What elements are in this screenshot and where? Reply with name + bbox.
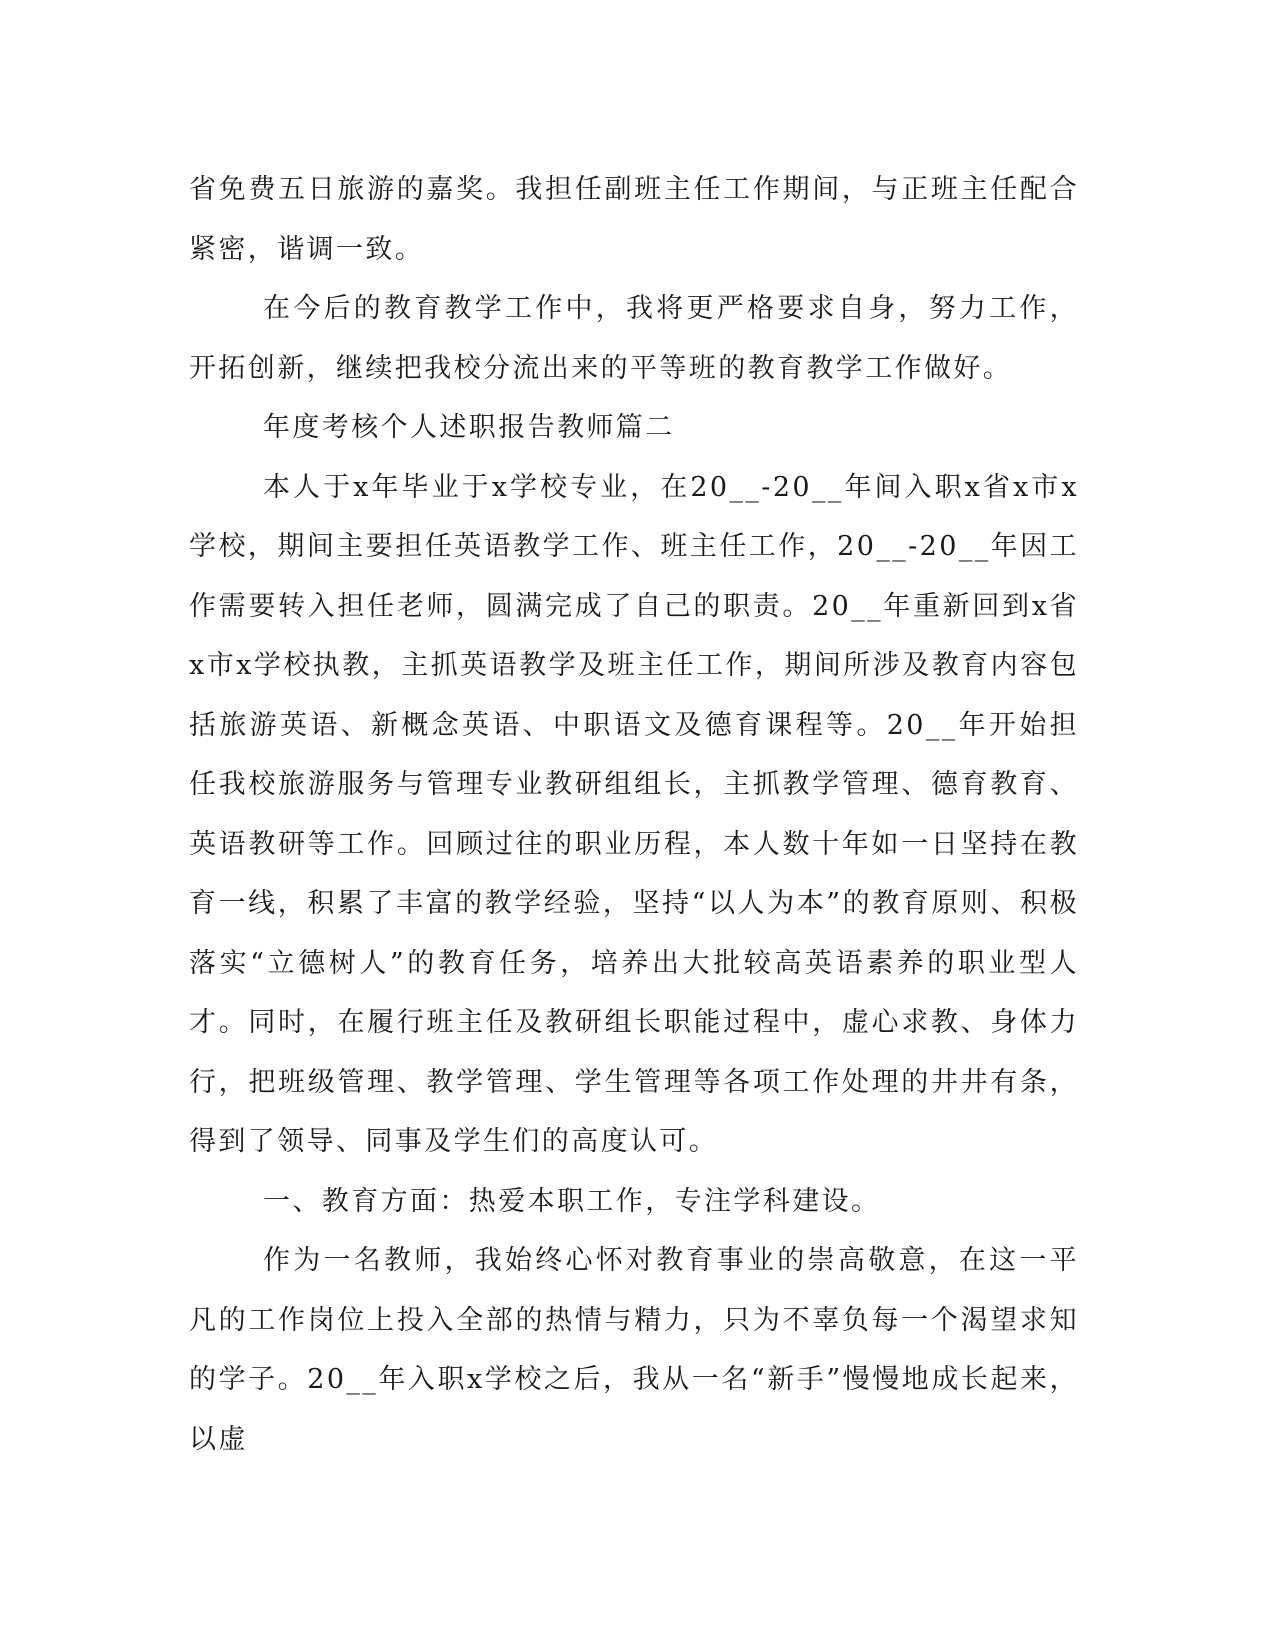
section-title: 年度考核个人述职报告教师篇二 <box>263 412 675 443</box>
paragraph-future-work: 在今后的教育教学工作中，我将更严格要求自身，努力工作，开拓创新，继续把我校分流出来的平等班的教育教学工作做好。 <box>189 293 1079 384</box>
paragraph-career-summary: 本人于x年毕业于x学校专业，在20__-20__年间入职x省x市x学校，期间主要担任英语教学工作、班主任工作，20__-20__年因工作需要转入担任老师，圆满完成了自己的职责。20__年重新回到x省x市x学校执教，主抓英语教学及班主任工作，期间所涉及教育内容包括旅游英语、新概念英语、中职语文及德育课程等。20__年开始担任我校旅游服务与管理专业教研组组长，主抓教学管理、德育教育、英语教研等工作。回顾过往的职业历程，本人数十年如一日坚持在教育一线，积累了丰富的教学经验，坚持“以人为本”的教育原则、积极落实“立德树人”的教育任务，培养出大批较高英语素养的职业型人才。同时，在履行班主任及教研组长职能过程中，虚心求教、身体力行，把班级管理、教学管理、学生管理等各项工作处理的井井有条，得到了领导、同事及学生们的高度认可。 <box>189 471 1079 1157</box>
document-body <box>189 160 1079 1469</box>
paragraph-continuation: 省免费五日旅游的嘉奖。我担任副班主任工作期间，与正班主任配合紧密，谐调一致。 <box>189 174 1079 265</box>
subsection-heading-education: 一、教育方面：热爱本职工作，专注学科建设。 <box>263 1185 881 1217</box>
paragraph-teacher-dedication: 作为一名教师，我始终心怀对教育事业的崇高敬意，在这一平凡的工作岗位上投入全部的热情与精力，只为不辜负每一个渴望求知的学子。20__年入职x学校之后，我从一名“新手”慢慢地成长起来，以虚 <box>189 1245 1079 1455</box>
